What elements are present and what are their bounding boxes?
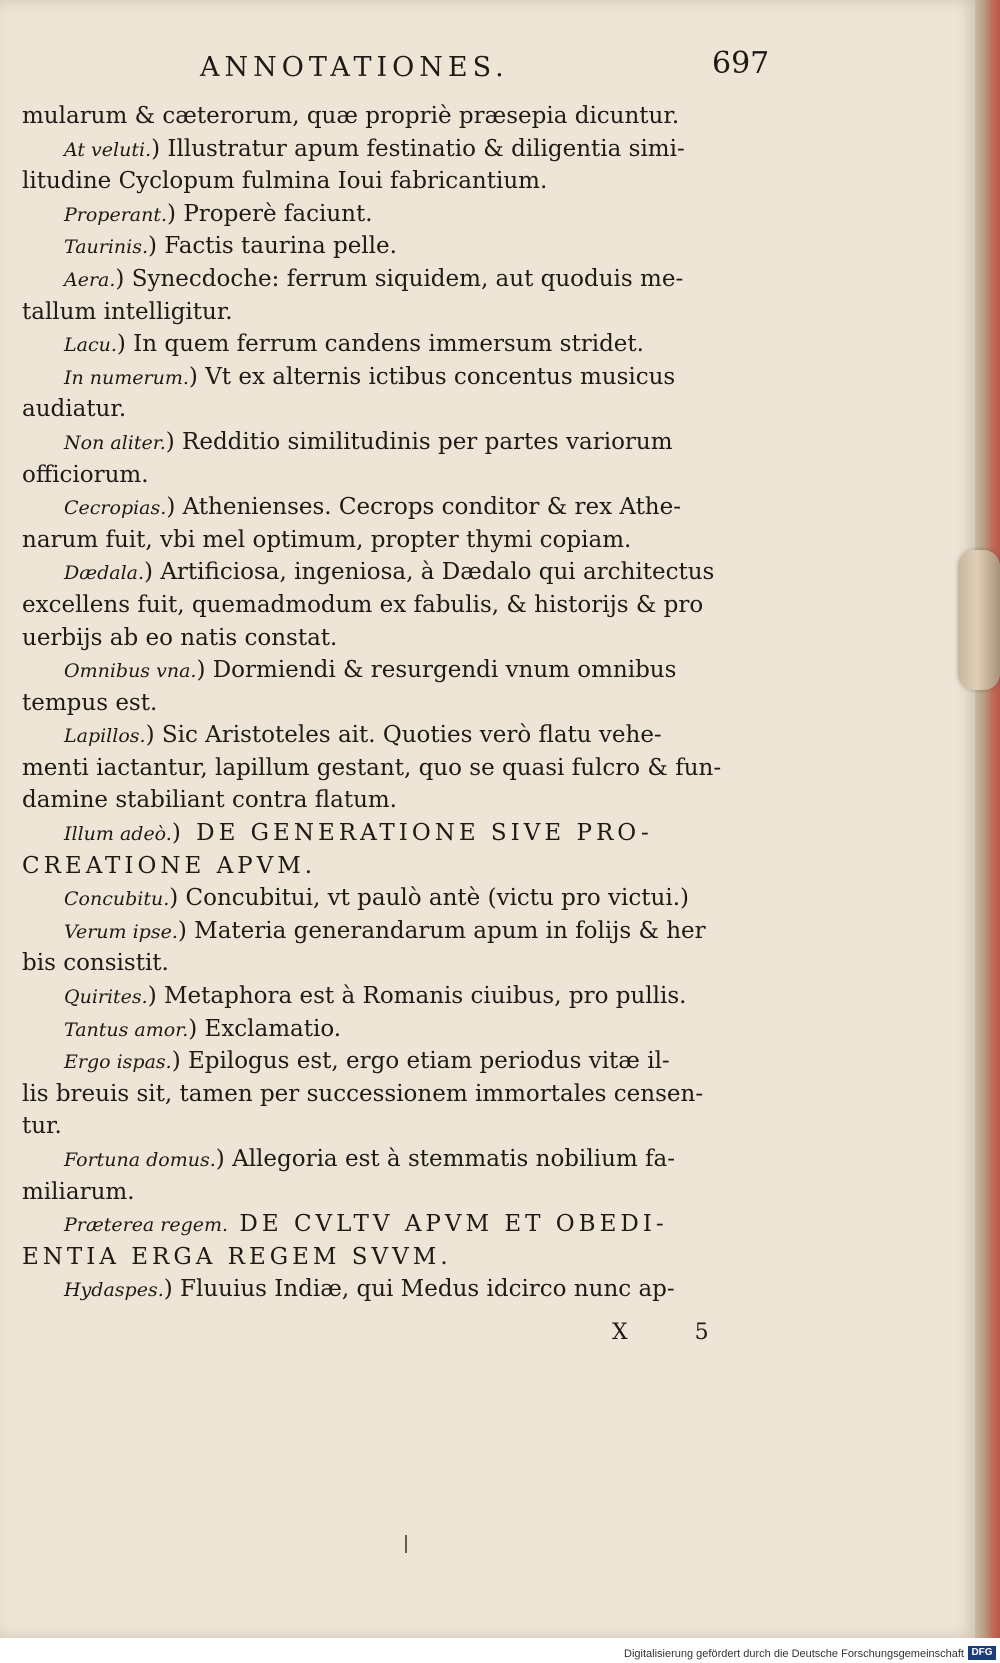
line-text: ) Fluuius Indiæ, qui Medus idcirco nunc ap- <box>163 1276 675 1303</box>
line-text: ) Illustratur apum festinatio & diligentia simi- <box>151 135 685 162</box>
line-text: ) Redditio similitudinis per partes variorum <box>165 428 673 455</box>
text-line <box>22 752 782 785</box>
text-line <box>22 230 782 263</box>
line-text: menti iactantur, lapillum gestant, quo se quasi fulcro & fun- <box>22 754 722 781</box>
lemma: Præterea regem. <box>64 1214 229 1237</box>
line-text: ENTIA ERGA REGEM SVVM. <box>22 1243 452 1270</box>
line-text: ) Vt ex alternis ictibus concentus musicus <box>188 363 676 390</box>
text-line <box>22 459 782 492</box>
lemma: Lacu. <box>64 334 117 357</box>
signature-mark: X 5 <box>612 1320 739 1345</box>
lemma: Tantus amor. <box>64 1018 189 1041</box>
lemma: Verum ipse. <box>64 920 178 943</box>
line-text: ) DE GENERATIONE SIVE PRO- <box>171 820 653 847</box>
text-line <box>22 1176 782 1209</box>
lemma: At veluti. <box>64 138 152 161</box>
line-text: ) Synecdoche: ferrum siquidem, aut quoduis me- <box>115 265 684 292</box>
line-text: ) Metaphora est à Romanis ciuibus, pro pullis. <box>147 983 687 1010</box>
text-line <box>22 915 782 948</box>
text-line <box>22 556 782 589</box>
line-text: CREATIONE APVM. <box>22 852 317 879</box>
line-text: DE CVLTV APVM ET OBEDI- <box>228 1211 668 1238</box>
line-text: excellens fuit, quemadmodum ex fabulis, & historijs & pro <box>22 591 704 618</box>
dfg-logo: DFG <box>968 1646 996 1660</box>
text-line <box>22 524 782 557</box>
text-line <box>22 980 782 1013</box>
line-text: tallum intelligitur. <box>22 298 233 325</box>
line-text: ) Allegoria est à stemmatis nobilium fa- <box>215 1146 676 1172</box>
text-line <box>22 654 782 687</box>
line-text: ) Sic Aristoteles ait. Quoties verò flatu vehe- <box>145 722 662 749</box>
text-line <box>22 1208 782 1241</box>
lemma: Non aliter. <box>64 431 166 454</box>
text-line <box>22 263 782 296</box>
lemma: Illum adeò. <box>64 823 172 846</box>
line-text: uerbijs ab eo natis constat. <box>22 624 338 651</box>
line-text: ) Athenienses. Cecrops conditor & rex Athe- <box>166 494 682 521</box>
line-text: ) Dormiendi & resurgendi vnum omnibus <box>196 657 677 684</box>
line-text: damine stabiliant contra flatum. <box>22 787 397 814</box>
lemma: Quirites. <box>64 986 148 1009</box>
text-line <box>22 687 782 720</box>
text-line <box>22 589 782 622</box>
text-line <box>22 393 782 426</box>
text-line <box>22 491 782 524</box>
text-line <box>22 1241 782 1274</box>
lemma: Hydaspes. <box>64 1279 164 1302</box>
book-clasp <box>958 550 1000 690</box>
text-line <box>22 850 782 883</box>
text-line <box>22 1110 782 1143</box>
text-line <box>22 719 782 752</box>
text-line <box>22 198 782 231</box>
annotation-text-block <box>22 100 782 1306</box>
footer-credit: Digitalisierung gefördert durch die Deutsche Forschungsgemeinschaft <box>624 1648 964 1660</box>
text-line <box>22 296 782 329</box>
line-text: bis consistit. <box>22 950 169 977</box>
line-text: ) Factis taurina pelle. <box>148 233 397 260</box>
text-line <box>22 1273 782 1306</box>
text-line <box>22 882 782 915</box>
line-text: miliarum. <box>22 1178 135 1205</box>
line-text: litudine Cyclopum fulmina Ioui fabricantium. <box>22 168 548 195</box>
line-text: ) In quem ferrum candens immersum stridet. <box>116 331 644 358</box>
text-line <box>22 328 782 361</box>
text-line <box>22 1045 782 1078</box>
lemma: Lapillos. <box>64 725 146 748</box>
line-text: audiatur. <box>22 396 127 423</box>
line-text: tur. <box>22 1113 62 1140</box>
line-text: ) Concubitui, vt paulò antè (victu pro victui.) <box>169 885 689 912</box>
lemma: In numerum. <box>64 366 189 389</box>
page-number: 697 <box>712 46 770 81</box>
running-head: ANNOTATIONES. <box>200 52 509 83</box>
line-text: mularum & cæterorum, quæ propriè præsepia dicuntur. <box>22 103 680 129</box>
lemma: Dædala. <box>64 562 145 585</box>
line-text: lis breuis sit, tamen per successionem immortales censen- <box>22 1080 704 1107</box>
lemma: Concubitu. <box>64 888 170 911</box>
line-text: ) Properè faciunt. <box>167 200 373 227</box>
text-line <box>22 426 782 459</box>
text-line <box>22 784 782 817</box>
lemma: Cecropias. <box>64 497 167 520</box>
lemma: Ergo ispas. <box>64 1051 172 1074</box>
text-line <box>22 1143 782 1176</box>
page-edge-binding <box>975 0 1000 1638</box>
text-line <box>22 1078 782 1111</box>
lemma: Taurinis. <box>64 236 149 259</box>
line-text: tempus est. <box>22 689 158 716</box>
text-line <box>22 817 782 850</box>
lemma: Aera. <box>64 268 116 291</box>
lemma: Fortuna domus. <box>64 1149 216 1171</box>
text-line <box>22 100 782 133</box>
line-text: ) Exclamatio. <box>188 1015 342 1042</box>
text-line <box>22 622 782 655</box>
text-line <box>22 947 782 980</box>
line-text: ) Epilogus est, ergo etiam periodus vitæ il- <box>171 1048 670 1075</box>
line-text: ) Materia generandarum apum in folijs & her <box>177 917 706 944</box>
lemma: Omnibus vna. <box>64 660 197 683</box>
text-line <box>22 361 782 394</box>
gutter-mark <box>405 1535 407 1553</box>
line-text: narum fuit, vbi mel optimum, propter thymi copiam. <box>22 526 632 553</box>
line-text: officiorum. <box>22 461 149 488</box>
line-text: ) Artificiosa, ingeniosa, à Dædalo qui architectus <box>144 559 715 586</box>
lemma: Properant. <box>64 203 168 226</box>
text-line <box>22 133 782 166</box>
text-line <box>22 1013 782 1046</box>
text-line <box>22 165 782 198</box>
